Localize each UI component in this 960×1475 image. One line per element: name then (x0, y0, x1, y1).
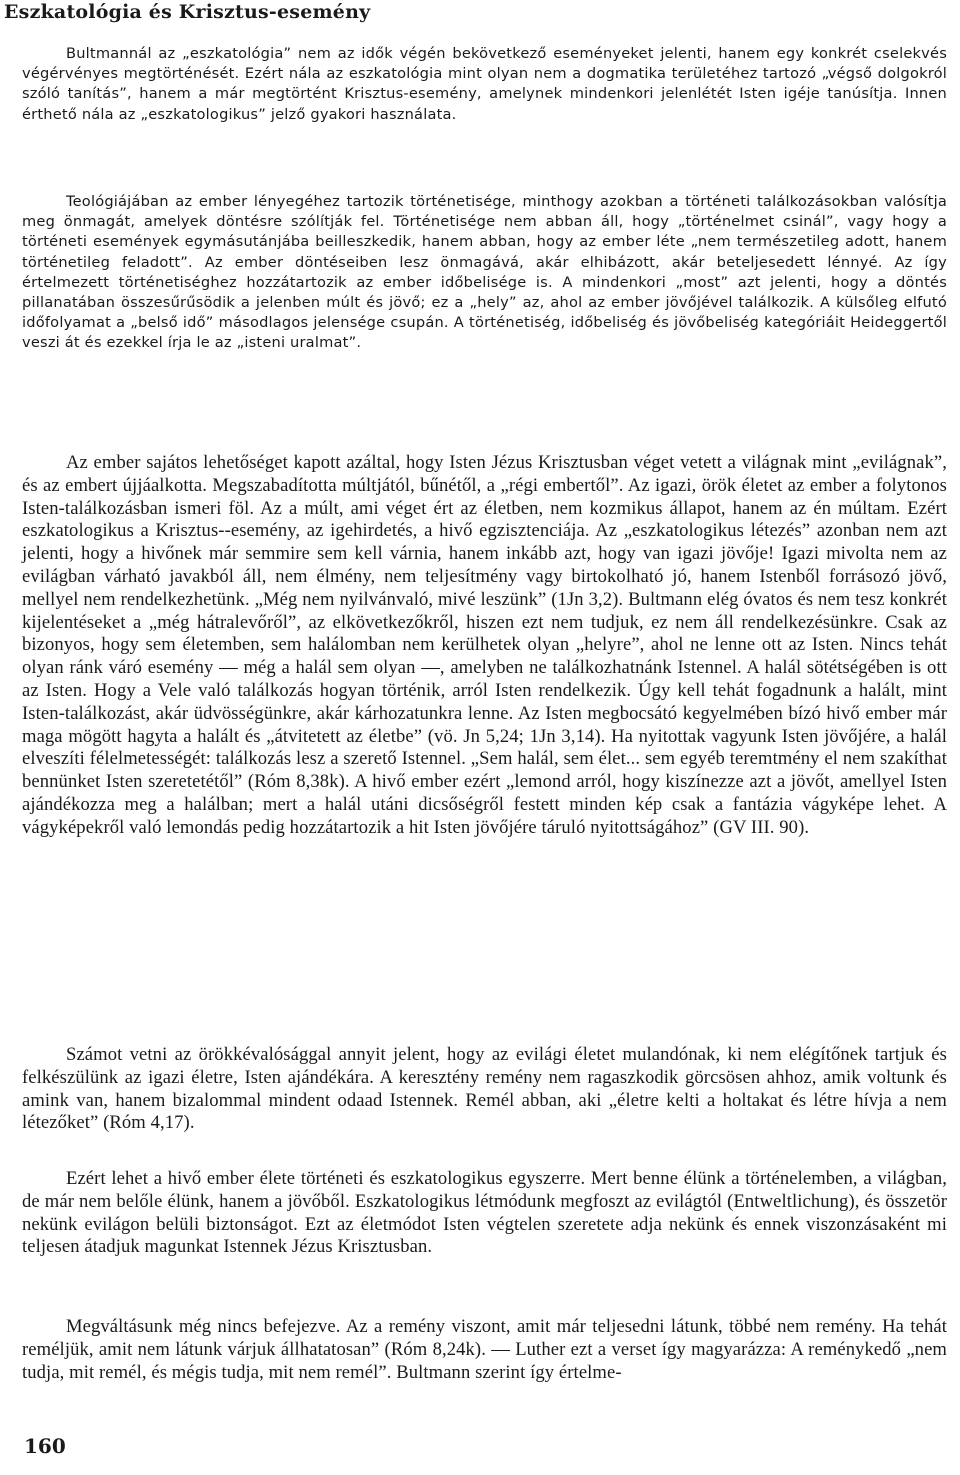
paragraph-4-block (22, 1044, 947, 1135)
paragraph-6: Megváltásunk még nincs befejezve. Az a remény viszont, amit már teljesedni látunk, többé nem remény. Ha tehát reméljük, amit nem látunk várjuk állhatatosan” (Róm 8,24k). — Luther ezt a verset így magyarázza: A reménykedő „nem tudja, mit remél, és mégis tudja, mit nem remél”. Bultmann szerint így értelme- (22, 1316, 947, 1383)
paragraph-2-block (22, 192, 947, 354)
paragraph-3-block (22, 452, 947, 840)
page-number: 160 (24, 1434, 66, 1458)
paragraph-3: Az ember sajátos lehetőséget kapott azáltal, hogy Isten Jézus Krisztusban véget vetett a világnak mint „evilágnak”, és az embert újjáalkotta. Megszabadította múltjától, bűnétől, a „régi embertől”. Az igazi, örök életet az ember a folytonos Isten-találkozásban ismeri föl. Az a múlt, ami véget ért az életben, nem kozmikus állapot, hanem az én múltam. Ezért eszkatologikus a Krisztus--esemény, az igehirdetés, a hivő egzisztenciája. Az „eszkatologikus létezés” azonban nem azt jelenti, hogy a hivőnek már semmire sem kell várnia, hanem inkább azt, hogy van igazi jövője! Igazi mivolta nem az evilágban várható javakból áll, nem élmény, nem teljesítmény vagy birtokolható jó, hanem Istenből forrásozó jövő, mellyel nem rendelkezhetünk. „Még nem nyilvánvaló, mivé leszünk” (1Jn 3,2). Bultmann elég óvatos és nem tesz konkrét kijelentéseket a „még hátralevőről”, az elkövetkezőkről, hiszen ezt nem tudjuk, ez nem áll rendelkezésünkre. Csak az bizonyos, hogy sem életemben, sem halálomban nem kerülhetek olyan „helyre”, ahol ne lenne ott az Isten. Nincs tehát olyan ránk váró esemény — még a halál sem olyan —, amelyben ne találkozhatnánk Istennel. A halál sötétségében is ott az Isten. Hogy a Vele való találkozás hogyan történik, arról Isten rendelkezik. Úgy kell tehát fogadnunk a halált, mint Isten-találkozást, akár üdvösségünkre, akár kárhozatunkra lenne. Az Isten megbocsátó kegyelmében bízó hivő ember már maga mögött hagyta a halált és „átvitetett az életbe” (vö. Jn 5,24; 1Jn 3,14). Ha nyitottak vagyunk Isten jövőjére, a halál elveszíti félelmetességét: találkozás lesz a szerető Istennel. „Sem halál, sem élet... sem egyéb teremtmény el nem szakíthat bennünket Isten szeretetétől” (Róm 8,38k). A hivő ember ezért „lemond arról, hogy kiszínezze azt a jövőt, amellyel Isten ajándékozza meg a halálban; mert a halál utáni dicsőségről festett minden kép csak a fantázia vágyképe lehet. A vágyképekről való lemondás pedig hozzátartozik a hit Isten jövőjére táruló nyitottságához” (GV III. 90). (22, 452, 947, 838)
section-heading: Eszkatológia és Krisztus-esemény (4, 1, 371, 23)
paragraph-6-block (22, 1316, 947, 1384)
paragraph-5: Ezért lehet a hivő ember élete történeti és eszkatologikus egyszerre. Mert benne élünk a történelemben, a világban, de már nem belőle élünk, hanem a jövőből. Eszkatologikus létmódunk megfoszt az evilágtól (Entweltlichung), és összetör nekünk evilágon belüli biztonságot. Ezt az életmódot Isten végtelen szeretete adja nekünk és ennek viszonzásaként mi teljesen átadjuk magunkat Istennek Jézus Krisztusban. (22, 1168, 947, 1258)
paragraph-5-block (22, 1168, 947, 1259)
paragraph-2: Teológiájában az ember lényegéhez tartozik történetisége, minthogy azokban a történeti találkozásokban valósítja meg önmagát, amelyek döntésre szólítják fel. Történetisége nem abban áll, hogy „történelmet csinál”, vagy hogy a történeti események egymásutánjába beilleszkedik, hanem abban, hogy az ember léte „nem természetileg adott, hanem történetileg feladott”. Az ember döntéseiben lesz önmagává, akár elhibázott, akár beteljesedett lénnyé. Az így értelmezett történetiséghez hozzátartozik az ember időbelisége is. A mindenkori „most” azt jelenti, hogy a döntés pillanatában összesűrűsödik a jelenben múlt és jövő; ez a „hely” az, ahol az ember jövőjével találkozik. A külsőleg elfutó időfolyamat a „belső idő” másodlagos jelensége csupán. A történetiség, időbeliség és jövőbeliség kategóriáit Heideggertől veszi át és ezekkel írja le az „isteni uralmat”. (22, 193, 947, 352)
paragraph-4: Számot vetni az örökkévalósággal annyit jelent, hogy az evilági életet mulandónak, ki nem elégítőnek tartjuk és felkészülünk az igazi életre, Isten ajándékára. A keresztény remény nem ragaszkodik görcsösen ahhoz, amik voltunk és amink van, hanem bizalommal mindent odaad Istennek. Remél abban, aki „életre kelti a holtakat és létre hívja a nem létezőket” (Róm 4,17). (22, 1044, 947, 1134)
paragraph-1-block (22, 44, 947, 125)
paragraph-1: Bultmannál az „eszkatológia” nem az idők végén bekövetkező eseményeket jelenti, hanem egy konkrét cselekvés végérvényes megtörténését. Ezért nála az eszkatológia mint olyan nem a dogmatika területéhez tartozó „végső dolgokról szóló tanítás”, hanem a már megtörtént Krisztus-esemény, amelynek mindenkori jelenlétét Isten igéje tanúsítja. Innen érthető nála az „eszkatologikus” jelző gyakori használata. (22, 45, 947, 123)
